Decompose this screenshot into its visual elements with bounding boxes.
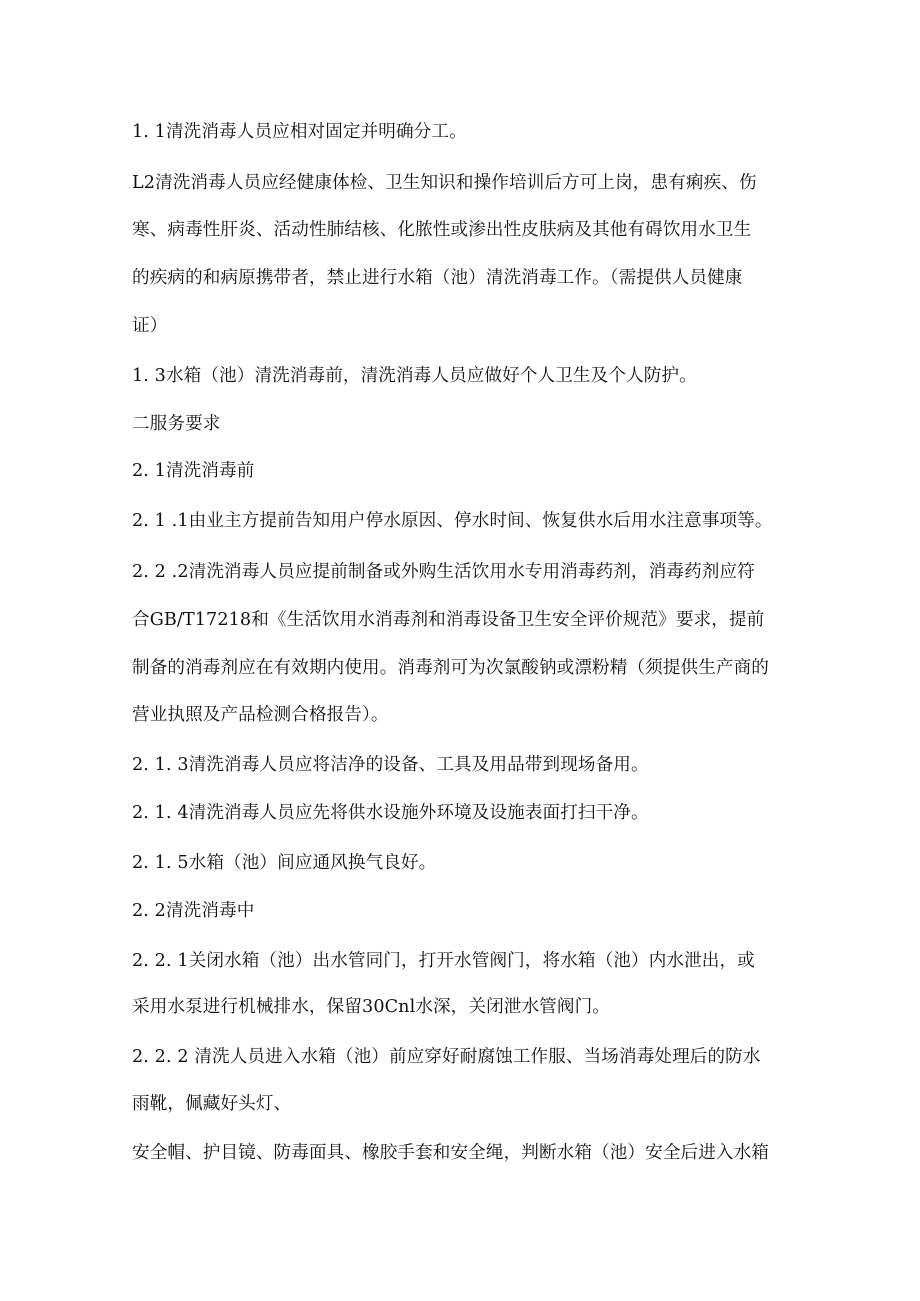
text-line: 制备的消毒剂应在有效期内使用。消毒剂可为次氯酸钠或漂粉精（须提供生产商的: [132, 658, 769, 678]
text-line: 2. 1. 3清洗消毒人员应将洁净的设备、工具及用品带到现场备用。: [132, 755, 649, 775]
subsection-heading: 2. 1清洗消毒前: [132, 461, 255, 481]
text-line: 合GB/T17218和《生活饮用水消毒剂和消毒设备卫生安全评价规范》要求，提前: [132, 610, 765, 630]
text-line: 寒、病毒性肝炎、活动性肺结核、化脓性或渗出性皮肤病及其他有碍饮用水卫生: [132, 220, 752, 240]
text-line: 安全帽、护目镜、防毒面具、橡胶手套和安全绳，判断水箱（池）安全后进入水箱: [132, 1143, 769, 1163]
subsection-heading: 2. 2清洗消毒中: [132, 901, 255, 921]
text-line: 的疾病的和病原携带者，禁止进行水箱（池）清洗消毒工作。（需提供人员健康: [132, 268, 743, 288]
text-line: 2. 2 .2清洗消毒人员应提前制备或外购生活饮用水专用消毒药剂，消毒药剂应符: [132, 562, 755, 582]
text-line: 证）: [132, 316, 168, 336]
text-line: 2. 1. 5水箱（池）间应通风换气良好。: [132, 853, 437, 873]
text-line: 2. 2. 1关闭水箱（池）出水管同门，打开水管阀门，将水箱（池）内水泄出，或: [132, 951, 755, 971]
text-line: 2. 2. 2 清洗人员进入水箱（池）前应穿好耐腐蚀工作服、当场消毒处理后的防水: [132, 1047, 761, 1067]
text-line: L2清洗消毒人员应经健康体检、卫生知识和操作培训后方可上岗，患有痢疾、伤: [132, 173, 757, 193]
text-line: 2. 1. 4清洗消毒人员应先将供水设施外环境及设施表面打扫干净。: [132, 803, 649, 823]
text-line: 1. 1清洗消毒人员应相对固定并明确分工。: [132, 122, 467, 142]
text-line: 雨靴，佩藏好头灯、: [132, 1094, 292, 1114]
text-line: 采用水泵进行机械排水，保留30Cnl水深，关闭泄水管阀门。: [132, 997, 610, 1017]
text-line: 营业执照及产品检测合格报告）。: [132, 705, 389, 725]
text-line: 2. 1 .1由业主方提前告知用户停水原因、停水时间、恢复供水后用水注意事项等。: [132, 511, 773, 531]
text-line: 1. 3水箱（池）清洗消毒前，清洗消毒人员应做好个人卫生及个人防护。: [132, 366, 697, 386]
section-heading: 二服务要求: [132, 414, 221, 434]
